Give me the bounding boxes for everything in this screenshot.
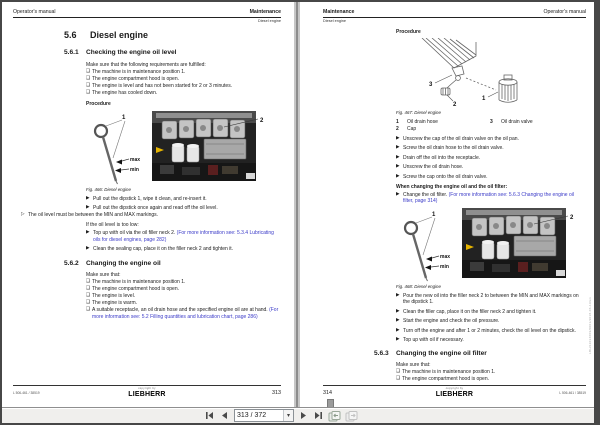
next-view-button[interactable]: [345, 410, 358, 421]
step-text: Clean the sealing cap, place it on the filler neck 2 and tighten it.: [93, 246, 234, 253]
step: [396, 145, 584, 152]
condition-text: If the oil level is too low:: [86, 222, 139, 229]
requirements-checklist: [86, 69, 279, 97]
checklist-item: [86, 279, 279, 286]
cross-reference-link[interactable]: (For more information see: 5.6.3 Changing the engine oil filter, page 314): [403, 191, 574, 205]
document-pages-area: [2, 2, 594, 408]
checklist-item-text: [92, 300, 137, 307]
manual-page-313: [2, 2, 294, 408]
step-text: [403, 192, 584, 205]
print-code-vertical: LBH/11034609/0001/2018-06-19/en: [588, 297, 593, 354]
checkbox-icon: ❑: [396, 369, 401, 375]
checkbox-icon: ❑: [86, 279, 91, 285]
step-result: [21, 212, 281, 219]
step: [396, 309, 584, 316]
checklist-item-text: The engine compartment hood is open.: [402, 376, 489, 383]
page-nav-cluster: [204, 408, 358, 423]
legend-number: 2: [396, 126, 399, 133]
step-text: Top up with oil if necessary.: [403, 337, 464, 344]
step: [396, 328, 584, 335]
checklist-text-main: A suitable receptacle, an oil drain hose and the specified engine oil are at hand.: [92, 307, 268, 314]
checkbox-icon: ❑: [86, 286, 91, 292]
first-page-button[interactable]: [204, 410, 215, 421]
requirements-checklist: [396, 369, 584, 383]
figure-label-3: 3: [429, 82, 433, 89]
legend-text: Oil drain valve: [501, 119, 533, 126]
action-arrow-icon: ▶: [396, 337, 400, 343]
checklist-item-text: The machine is in maintenance position 1.: [402, 369, 496, 376]
checklist-item: [86, 83, 279, 90]
subsection-heading-562: [64, 260, 281, 269]
checklist-text-main: The machine is in maintenance position 1.: [92, 279, 186, 286]
checkbox-icon: ❑: [86, 68, 91, 74]
checklist-item: [396, 376, 584, 383]
figure-label-2: 2: [453, 102, 457, 109]
checkbox-icon: ❑: [86, 300, 91, 306]
action-arrow-icon: ▶: [396, 145, 400, 151]
previous-view-button[interactable]: [328, 410, 341, 421]
page-number-input[interactable]: [235, 411, 283, 420]
checklist-item-text: [92, 279, 185, 286]
min-marking-label: min: [130, 166, 139, 173]
step: [396, 337, 584, 344]
step: [396, 318, 584, 325]
figure-label-1: 1: [482, 96, 486, 103]
cross-reference-link[interactable]: (For more information see: 5.3.4 Lubricating oils for diesel engines, page 282): [93, 230, 274, 243]
step-text: Turn off the engine and after 1 or 2 minutes, check the oil level on the dipstick.: [403, 327, 576, 334]
intro-text: Make sure that:: [86, 272, 121, 279]
copyright-text: copyright by: [445, 386, 464, 390]
page-header: [13, 9, 281, 18]
checklist-item-text: [92, 293, 135, 300]
checklist-text-main: The engine is warm.: [92, 300, 138, 307]
action-arrow-icon: ▶: [396, 135, 400, 141]
step: [396, 164, 584, 171]
step: [86, 246, 279, 253]
checklist-item-text: [92, 307, 279, 320]
header-subtitle: Diesel engine: [323, 18, 347, 23]
figure-caption: Fig. 468: Diesel engine: [396, 283, 441, 289]
checkbox-icon: ❑: [86, 293, 91, 299]
intro-text: Make sure that:: [396, 362, 431, 369]
section-heading: [64, 30, 281, 42]
dipstick-illustration: [396, 208, 458, 282]
legend-text: Oil drain hose: [407, 119, 438, 126]
checklist-item: [86, 90, 279, 97]
engine-photo: [152, 111, 266, 181]
figure-466: [86, 111, 279, 185]
action-arrow-icon: ▶: [86, 195, 90, 201]
checkbox-icon: ❑: [86, 307, 91, 313]
checkbox-icon: ❑: [86, 89, 91, 95]
checklist-item: [86, 300, 279, 307]
subsection-heading-561: [64, 49, 281, 58]
checklist-item: [86, 293, 279, 300]
step-text: Screw the cap onto the oil drain valve.: [403, 173, 488, 180]
navigation-toolbar: [2, 407, 594, 423]
subsection-title: Checking the engine oil level: [86, 49, 177, 57]
engine-photo: [462, 208, 576, 278]
last-page-button[interactable]: [313, 410, 324, 421]
action-arrow-icon: ▶: [396, 191, 400, 197]
figure-467: [396, 38, 584, 108]
step-text: Start the engine and check the oil pressure.: [403, 318, 500, 325]
subsection-title: Changing the engine oil filter: [396, 349, 487, 357]
figure-label-2: 2: [570, 214, 574, 221]
checklist-item: [86, 307, 279, 320]
step: [86, 230, 279, 243]
legend-number: 1: [396, 119, 399, 126]
step: [396, 155, 584, 162]
checklist-item: [86, 76, 279, 83]
document-code: L 506-461 / 38519: [13, 390, 40, 395]
checklist-item-text: The engine compartment hood is open.: [92, 75, 179, 82]
page-footer: [13, 385, 281, 397]
header-right: Operator's manual: [543, 9, 586, 15]
step: [396, 174, 584, 181]
procedure-label: Procedure: [396, 28, 421, 35]
step-text: Unscrew the oil drain hose.: [403, 164, 464, 171]
step-text: Screw the oil drain hose to the oil drain valve.: [403, 145, 504, 152]
logo-wordmark: LIEBHERR: [435, 390, 474, 398]
page-number: 313: [272, 389, 281, 396]
step: [86, 205, 279, 212]
action-arrow-icon: ▶: [86, 246, 90, 252]
action-arrow-icon: ▶: [396, 308, 400, 314]
procedure-label: Procedure: [86, 101, 111, 108]
figure-468: [396, 208, 584, 282]
step-text: Pour the new oil into the filler neck 2 to between the MIN and MAX markings on the dipstick 1.: [403, 292, 579, 306]
action-arrow-icon: ▶: [396, 164, 400, 170]
action-arrow-icon: ▶: [396, 173, 400, 179]
checklist-item-text: The engine has cooled down.: [92, 89, 158, 96]
checkbox-icon: ❑: [86, 75, 91, 81]
figure-label-2: 2: [260, 117, 264, 124]
header-subtitle: Diesel engine: [257, 18, 281, 23]
figure-label-1: 1: [122, 114, 126, 121]
section-title: Diesel engine: [90, 29, 149, 40]
legend-item: [396, 126, 490, 133]
max-marking-label: max: [440, 253, 451, 260]
step-text: Pull out the dipstick once again and read off the oil level.: [93, 205, 218, 212]
action-arrow-icon: ▶: [396, 327, 400, 333]
figure-label-1: 1: [432, 211, 436, 218]
checklist-text-main: The engine is level.: [92, 293, 136, 300]
checkbox-icon: ❑: [86, 82, 91, 88]
step: [396, 293, 584, 306]
max-marking-label: max: [130, 156, 141, 163]
figure-caption: Fig. 466: Diesel engine: [86, 186, 131, 192]
action-arrow-icon: ▶: [86, 205, 90, 211]
page-dropdown-button[interactable]: ▾: [283, 410, 293, 421]
result-text: The oil level must be between the MIN and MAX markings.: [28, 212, 159, 219]
page-header: [323, 9, 586, 18]
liebherr-logo: [128, 388, 165, 398]
action-arrow-icon: ▶: [396, 318, 400, 324]
legend-text: Cap: [407, 126, 417, 133]
previous-page-button[interactable]: [219, 410, 230, 421]
procedure-steps: [396, 136, 584, 181]
document-code: L 506-461 / 38519: [559, 390, 586, 395]
header-left: Operator's manual: [13, 9, 56, 15]
oil-drain-illustration: [396, 38, 546, 108]
step-text-main: Change the oil filter.: [403, 191, 448, 198]
checklist-item-text: [92, 286, 179, 293]
checklist-text-main: The engine compartment hood is open.: [92, 286, 179, 293]
requirements-checklist: [86, 279, 279, 320]
checklist-item: [86, 69, 279, 76]
action-arrow-icon: ▶: [86, 230, 90, 236]
step: [396, 192, 584, 205]
checklist-item-text: The machine is in maintenance position 1.: [92, 68, 186, 75]
intro-text: Make sure that the following requirements are fulfilled:: [86, 61, 206, 68]
figure-legend: [396, 119, 584, 133]
result-arrow-icon: ▷: [21, 212, 25, 218]
liebherr-logo: [436, 388, 473, 398]
next-page-button[interactable]: [298, 410, 309, 421]
subsection-number: 5.6.1: [64, 49, 79, 57]
step: [86, 196, 279, 203]
step-text: Unscrew the cap of the oil drain valve on the oil pan.: [403, 135, 519, 142]
dipstick-illustration: [86, 111, 148, 185]
legend-item: [396, 119, 490, 126]
procedure-steps: [396, 293, 584, 344]
subsection-title: Changing the engine oil: [86, 259, 161, 267]
subsection-number: 5.6.2: [64, 259, 79, 267]
legend-number: 3: [490, 119, 493, 126]
subsection-number: 5.6.3: [374, 349, 389, 357]
logo-wordmark: LIEBHERR: [128, 390, 166, 398]
page-number-box: [234, 409, 294, 422]
condition-text: When changing the engine oil and the oil filter:: [396, 183, 508, 190]
step: [396, 136, 584, 143]
step-text: Clean the filler cap, place it on the filler neck 2 and tighten it.: [403, 308, 537, 315]
figure-caption: Fig. 467: Diesel engine: [396, 110, 441, 116]
page-footer: [323, 385, 586, 397]
step-text-main: Top up with oil via the oil filler neck 2.: [93, 230, 176, 237]
cross-reference-link[interactable]: (For more information see: 5.2 Filling quantities and lubrication chart, page 286): [92, 307, 279, 320]
min-marking-label: min: [440, 263, 449, 270]
step-text: Pull out the dipstick 1, wipe it clean, and re-insert it.: [93, 195, 207, 202]
checklist-item: [86, 286, 279, 293]
header-left: Maintenance: [323, 9, 355, 15]
checklist-item: [396, 369, 584, 376]
manual-page-314: [300, 2, 594, 408]
checkbox-icon: ❑: [396, 376, 401, 382]
legend-column: [490, 119, 584, 133]
subsection-heading-563: [374, 350, 586, 359]
step-text: Drain off the oil into the receptacle.: [403, 154, 481, 161]
section-number: 5.6: [64, 29, 77, 40]
action-arrow-icon: ▶: [396, 292, 400, 298]
header-right: Maintenance: [249, 9, 281, 15]
copyright-text: copyright by: [138, 386, 156, 390]
legend-item: [490, 119, 584, 126]
step-text: [93, 230, 279, 243]
action-arrow-icon: ▶: [396, 154, 400, 160]
page-number: 314: [323, 389, 332, 396]
legend-column: [396, 119, 490, 133]
checklist-item-text: The engine is level and has not been started for 2 or 3 minutes.: [92, 82, 233, 89]
